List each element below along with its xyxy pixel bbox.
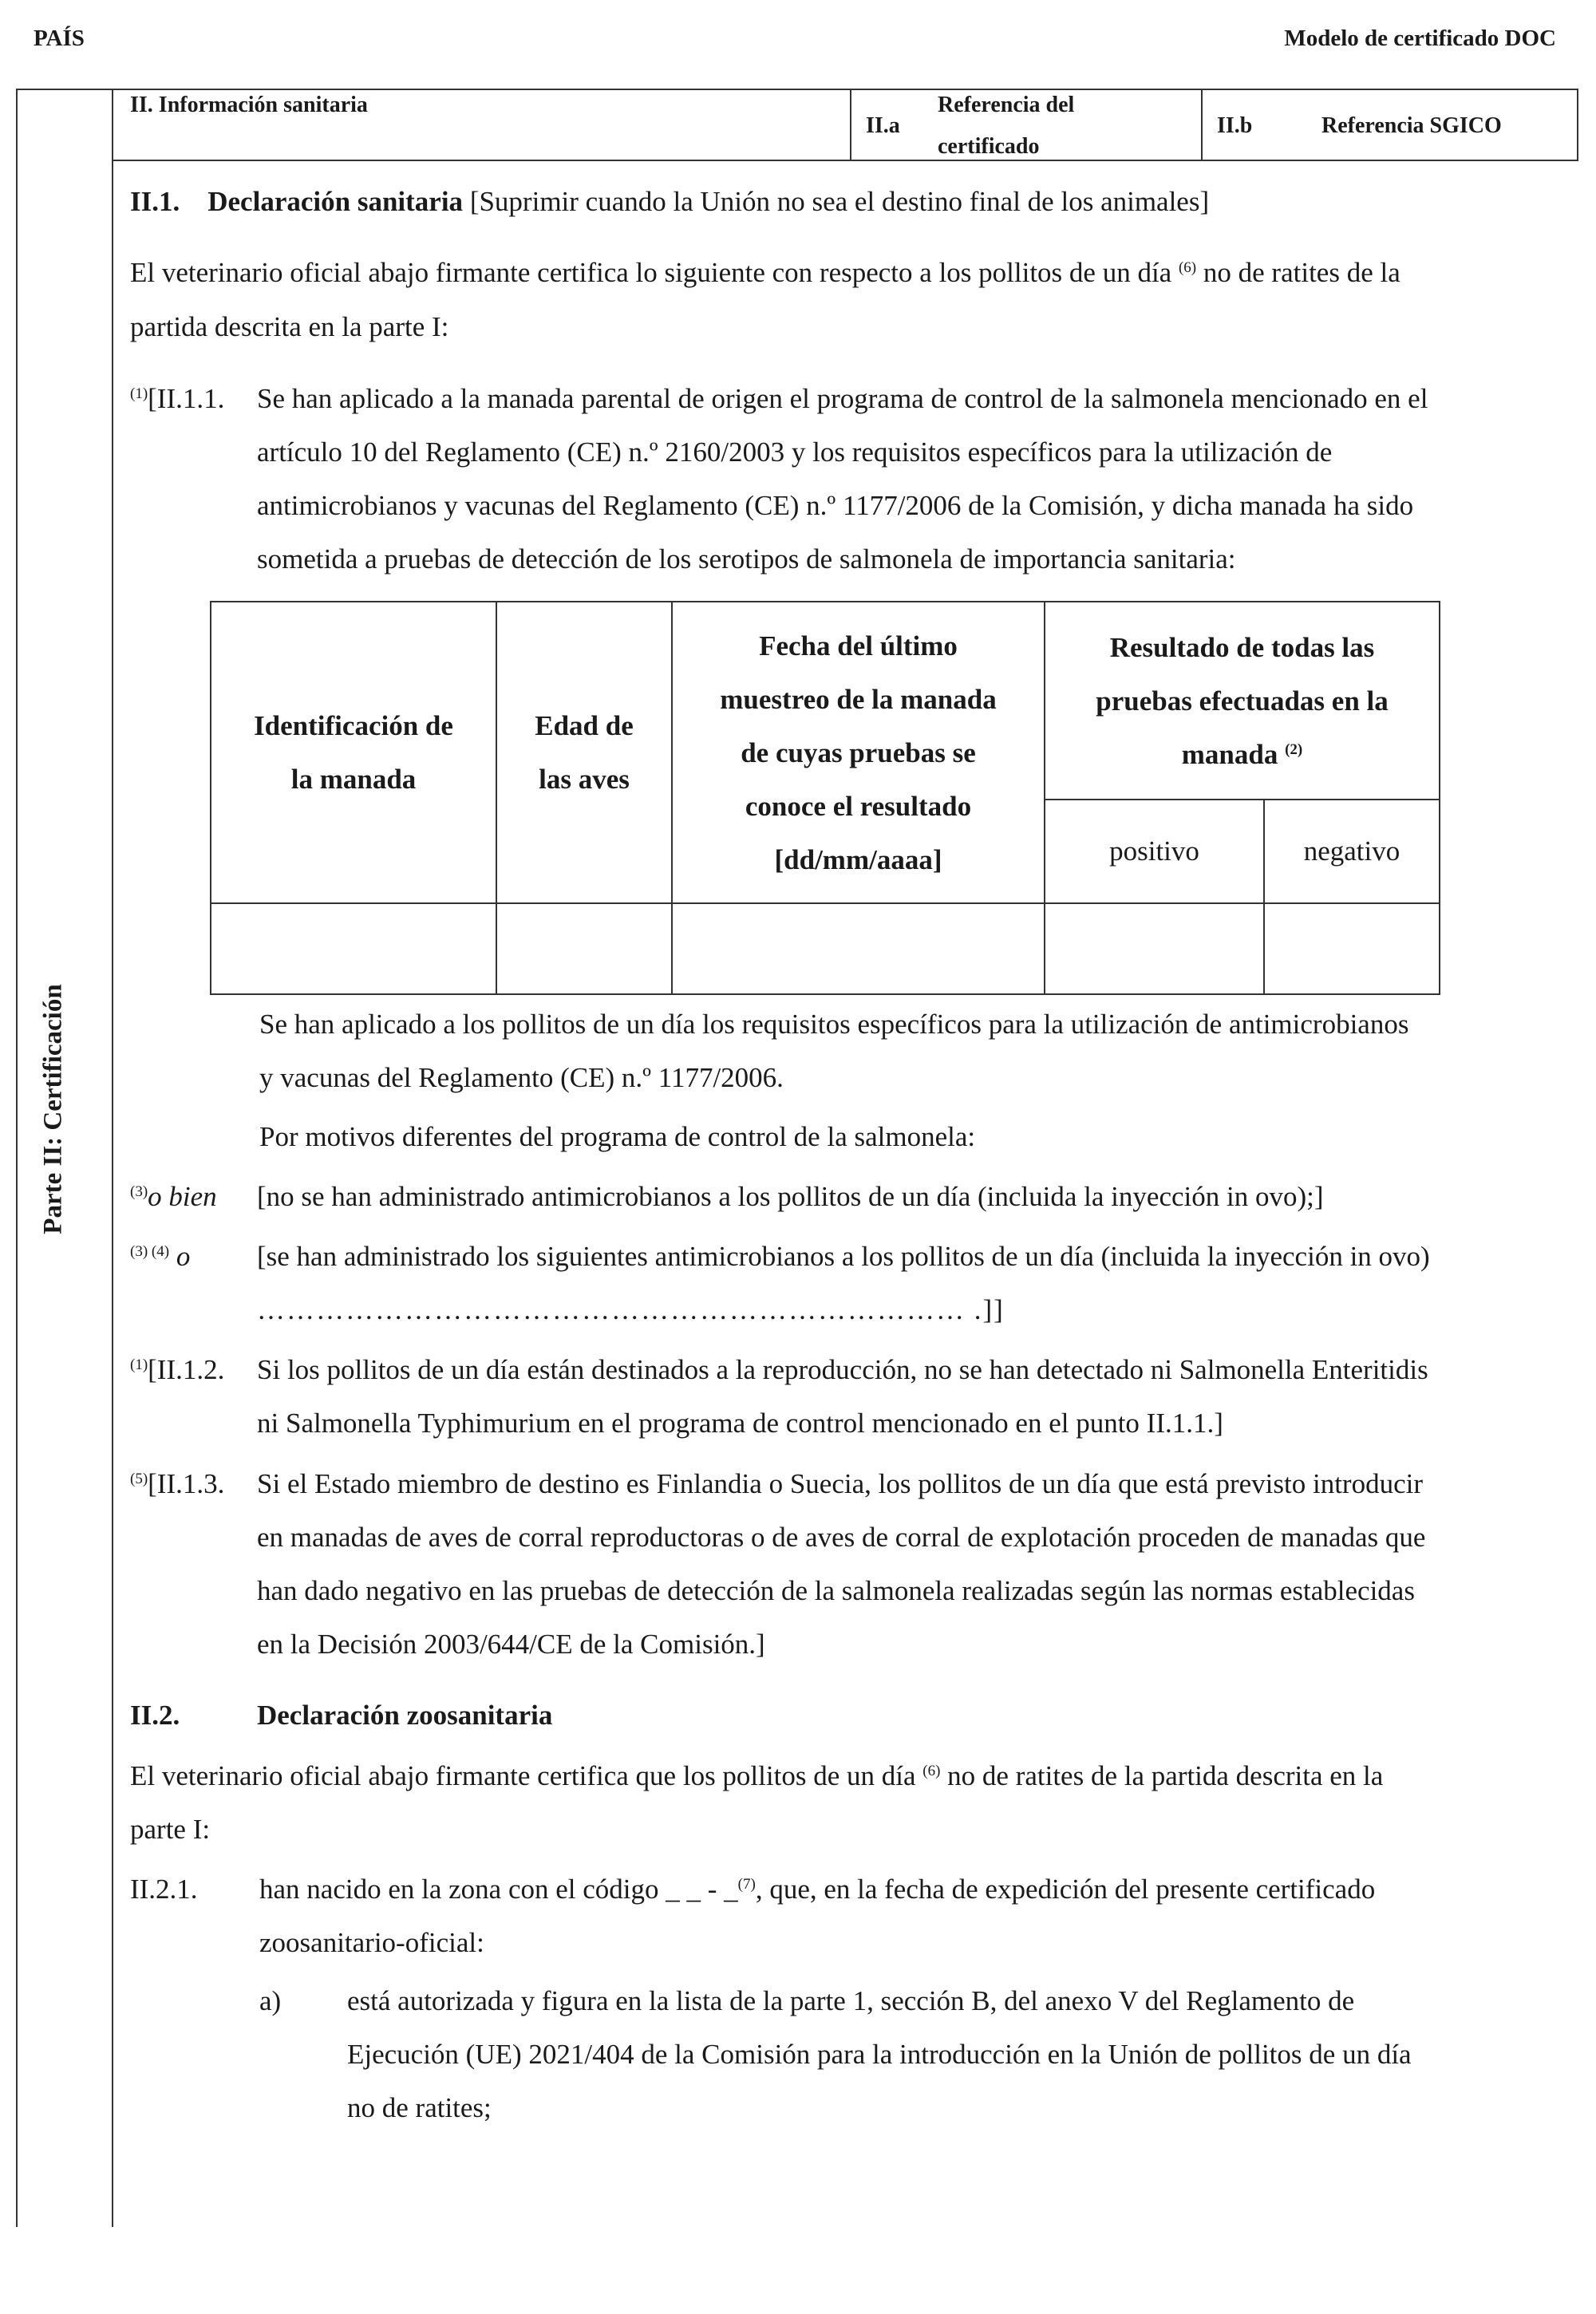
s221a-line-2: Ejecución (UE) 2021/404 de la Comisión para la introducción en la Unión de pollitos de un día [347, 2039, 1412, 2070]
s113-line-1: Si el Estado miembro de destino es Finlandia o Suecia, los pollitos de un día que está previsto introducir [257, 1468, 1423, 1499]
header-text: muestreo de la manada [720, 683, 997, 715]
frame-right-border [1577, 89, 1578, 160]
s221-line-2: zoosanitario-oficial: [259, 1927, 484, 1958]
frame-top-rule [16, 89, 1578, 90]
s1-number: II.1. [130, 186, 180, 217]
s221-text-a: han nacido en la zona con el código _ _ - _ [259, 1874, 738, 1905]
s111-line-2: artículo 10 del Reglamento (CE) n.º 2160/2003 y los requisitos específicos para la utilización de [257, 436, 1333, 468]
s113-ref [130, 1468, 224, 1500]
header-text: las aves [539, 764, 630, 795]
s113-line-4: en la Decisión 2003/644/CE de la Comisión.] [257, 1629, 765, 1660]
s113-ref-text: [II.1.3. [148, 1468, 225, 1499]
after-table-line-3: Por motivos diferentes del programa de control de la salmonela: [259, 1121, 976, 1152]
s113-line-2: en manadas de aves de corral reproductoras o de aves de corral de explotación proceden de manadas que [257, 1522, 1426, 1553]
iia-code: II.a [866, 113, 900, 138]
s1-intro-line-2: partida descrita en la parte I: [130, 311, 449, 342]
iib-code: II.b [1217, 113, 1253, 138]
section-header-title: II. Información sanitaria [130, 93, 368, 117]
footnote-ref: (2) [1285, 740, 1303, 758]
s112-ref-text: [II.1.2. [148, 1354, 225, 1385]
s2-intro-text-b: no de ratites de la partida descrita en la [947, 1760, 1384, 1791]
opt2-ref-text: o [176, 1241, 191, 1272]
footnote-ref: (3) [130, 1183, 148, 1200]
table-header-flock-id [211, 602, 496, 903]
s2-intro-line-1 [130, 1760, 1383, 1792]
footnote-ref: (7) [737, 1876, 756, 1893]
opt1-text: [no se han administrado antimicrobianos a los pollitos de un día (incluida la inyección in ovo);] [257, 1181, 1324, 1212]
table-header-negative: negativo [1264, 800, 1440, 903]
s221-ref: II.2.1. [130, 1874, 198, 1905]
header-divider-iia [850, 89, 851, 160]
s2-title: Declaración zoosanitaria [257, 1700, 553, 1731]
opt1-ref-text: o bien [148, 1181, 217, 1212]
footnote-ref: (3) (4) [130, 1243, 170, 1260]
header-text: Resultado de todas las [1109, 631, 1375, 663]
footnote-ref: (6) [1178, 259, 1197, 276]
header-text: Identificación de [254, 710, 453, 741]
header-text: conoce el resultado [745, 790, 972, 822]
s1-intro-line-1 [130, 257, 1400, 289]
s1-title: Declaración sanitaria [207, 186, 464, 217]
after-table-line-2: y vacunas del Reglamento (CE) n.º 1177/2006. [259, 1062, 784, 1093]
s1-heading [130, 186, 1209, 218]
header-text: [dd/mm/aaaa] [774, 843, 942, 875]
table-header-sampling-date [672, 602, 1045, 903]
s221a-line-1: está autorizada y figura en la lista de la parte 1, sección B, del anexo V del Reglamento de [347, 1985, 1355, 2016]
table-cell [211, 903, 496, 994]
table-header-bird-age [496, 602, 672, 903]
s113-line-3: han dado negativo en las pruebas de detección de la salmonela realizadas según las normas establecidas [257, 1575, 1415, 1606]
s112-ref [130, 1354, 224, 1386]
s112-line-1: Si los pollitos de un día están destinados a la reproducción, no se han detectado ni Salmonella Enteritidis [257, 1354, 1428, 1385]
table-cell [1045, 903, 1264, 994]
iia-label-1: Referencia del [938, 93, 1075, 117]
iia-label-2: certificado [938, 134, 1040, 159]
header-text: Fecha del último [759, 630, 958, 661]
frame-left-border [16, 89, 18, 2227]
header-text: manada [1181, 738, 1278, 770]
model-label: Modelo de certificado DOC [1284, 26, 1556, 51]
opt2-dots: ……………………………………………………………… .]] [257, 1294, 1005, 1325]
footnote-ref: (6) [922, 1763, 941, 1779]
s111-line-1: Se han aplicado a la manada parental de origen el programa de control de la salmonela mencionado en el [257, 383, 1428, 414]
header-text: Edad de [535, 710, 634, 741]
footnote-ref: (5) [130, 1471, 148, 1487]
s112-line-2: ni Salmonella Typhimurium en el programa de control mencionado en el punto II.1.1.] [257, 1408, 1223, 1439]
table-cell [672, 903, 1045, 994]
header-text: la manada [290, 764, 417, 795]
s1-intro-text-b: no de ratites de la [1203, 257, 1400, 288]
s111-line-4: sometida a pruebas de detección de los serotipos de salmonela de importancia sanitaria: [257, 543, 1236, 575]
header-divider-iib [1201, 89, 1203, 160]
table-cell [1264, 903, 1440, 994]
footnote-ref: (1) [130, 385, 148, 402]
s111-ref-text: [II.1.1. [148, 383, 225, 414]
s221-text-b: , que, en la fecha de expedición del presente certificado [755, 1874, 1376, 1905]
header-text: de cuyas pruebas se [741, 736, 976, 768]
s111-ref [130, 383, 224, 415]
opt2-text: [se han administrado los siguientes antimicrobianos a los pollitos de un día (incluida la inyección in ovo) [257, 1241, 1430, 1272]
s221a-line-3: no de ratites; [347, 2092, 492, 2123]
header-text: pruebas efectuadas en la [1096, 685, 1389, 717]
salmonella-test-table [210, 601, 1440, 995]
s2-intro-text-a: El veterinario oficial abajo firmante certifica que los pollitos de un día [130, 1760, 916, 1791]
opt1-ref [130, 1181, 217, 1213]
s221-line-1 [259, 1874, 1375, 1905]
opt2-ref [130, 1241, 190, 1273]
s221a-ref: a) [259, 1985, 282, 2016]
table-cell [496, 903, 672, 994]
side-label: Parte II: Certificación [38, 984, 68, 1234]
s2-intro-line-2: parte I: [130, 1814, 211, 1845]
after-table-line-1: Se han aplicado a los pollitos de un día los requisitos específicos para la utilización de antimicrobianos [259, 1009, 1409, 1040]
frame-inner-border [112, 89, 113, 2227]
country-label: PAÍS [34, 26, 85, 51]
s1-note: [Suprimir cuando la Unión no sea el destino final de los animales] [469, 186, 1210, 217]
s111-line-3: antimicrobianos y vacunas del Reglamento (CE) n.º 1177/2006 de la Comisión, y dicha manada ha sido [257, 490, 1414, 521]
iib-label: Referencia SGICO [1321, 113, 1502, 138]
s1-intro-text-a: El veterinario oficial abajo firmante certifica lo siguiente con respecto a los pollitos de un día [130, 257, 1172, 288]
table-header-results [1045, 602, 1440, 800]
s2-number: II.2. [130, 1700, 180, 1731]
header-bottom-rule [112, 160, 1578, 161]
table-header-positive: positivo [1045, 800, 1264, 903]
footnote-ref: (1) [130, 1356, 148, 1373]
